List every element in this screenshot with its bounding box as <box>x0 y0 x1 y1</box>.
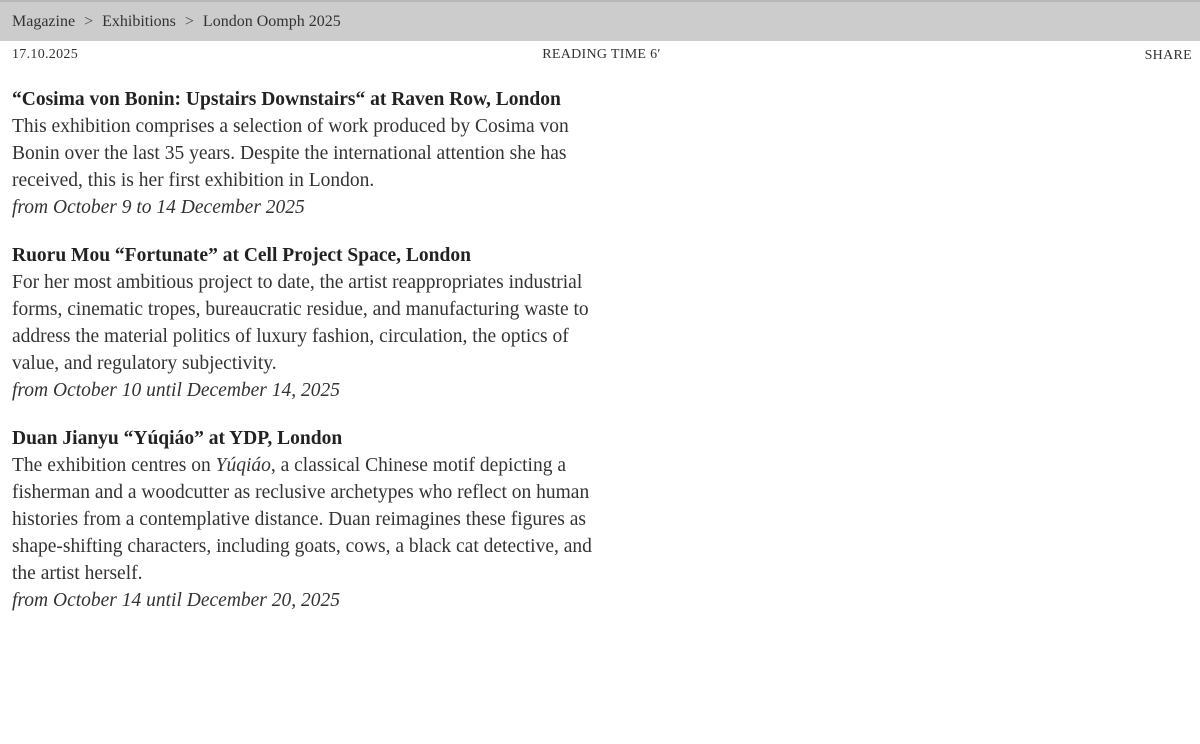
breadcrumb-separator: > <box>184 12 194 30</box>
breadcrumb-link-magazine[interactable]: Magazine <box>12 12 76 30</box>
exhibition-entry <box>12 425 592 614</box>
breadcrumb-link-exhibitions[interactable]: Exhibitions <box>102 12 176 30</box>
exhibition-title: “Cosima von Bonin: Upstairs Downstairs“ at Raven Row, London <box>12 89 561 110</box>
exhibition-dates: from October 9 to 14 December 2025 <box>12 197 305 218</box>
breadcrumb <box>0 0 1200 41</box>
exhibition-list <box>12 86 592 635</box>
publish-date: 17.10.2025 <box>12 47 78 62</box>
exhibition-description <box>12 452 592 587</box>
exhibition-entry <box>12 86 592 221</box>
article-meta-row <box>0 45 1200 67</box>
share-button[interactable]: SHARE <box>1144 48 1192 63</box>
exhibition-entry <box>12 242 592 404</box>
exhibition-dates: from October 14 until December 20, 2025 <box>12 590 341 611</box>
exhibition-title: Duan Jianyu “Yúqiáo” at YDP, London <box>12 428 343 449</box>
breadcrumb-separator: > <box>84 12 94 30</box>
description-emphasis: Yúqiáo <box>215 455 271 476</box>
exhibition-description: This exhibition comprises a selection of work produced by Cosima von Bonin over the last 35 years. Despite the international attention she has received, this is her first exhibition in London. <box>12 116 569 191</box>
exhibition-title: Ruoru Mou “Fortunate” at Cell Project Space, London <box>12 245 471 266</box>
description-text: , a classical Chinese motif depicting a fisherman and a woodcutter as reclusive archetypes who reflect on human histories from a contemplative distance. Duan reimagines these figures as shape-shifting characters, including goats, cows, a black cat detective, and the artist herself. <box>12 455 592 584</box>
reading-time: READING TIME 6′ <box>542 47 661 62</box>
exhibition-description: For her most ambitious project to date, the artist reappropriates industrial forms, cinematic tropes, bureaucratic residue, and manufacturing waste to address the material politics of luxury fashion, circulation, the optics of value, and regulatory subjectivity. <box>12 272 589 374</box>
breadcrumb-current-page: London Oomph 2025 <box>202 12 341 30</box>
description-text: The exhibition centres on <box>12 455 216 476</box>
exhibition-dates: from October 10 until December 14, 2025 <box>12 380 341 401</box>
